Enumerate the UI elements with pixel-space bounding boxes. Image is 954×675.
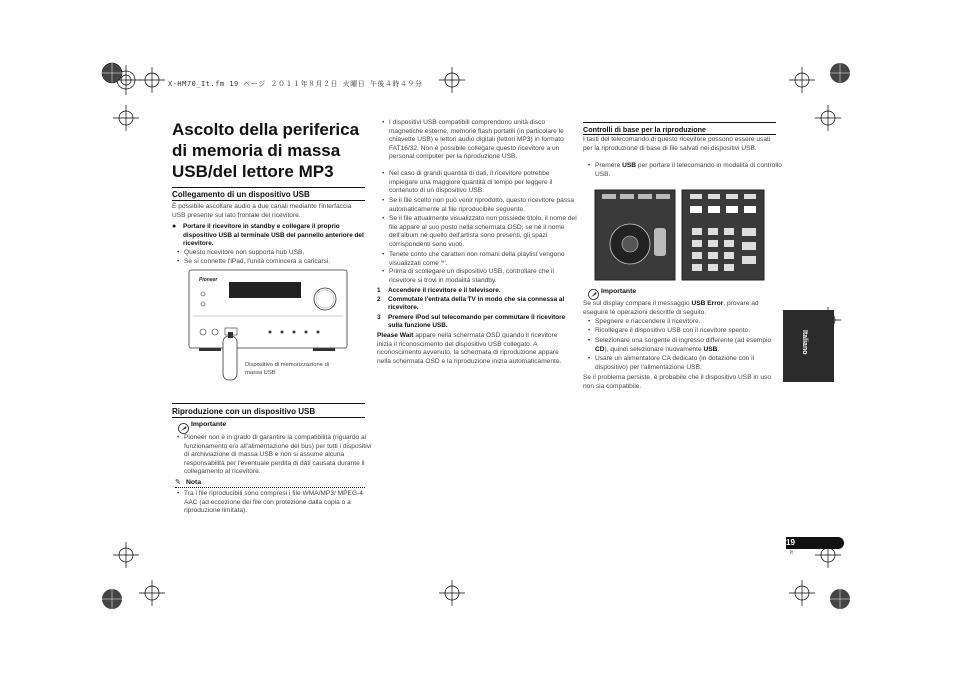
divider: [583, 122, 776, 123]
step-3: 3 Premere iPod sul telecomando per commutare il ricevitore sulla funzione USB.: [377, 314, 566, 330]
list-item: • Usare un alimentatore CA dedicato (in dotazione con il dispositivo) per l'alimentazione USB.: [587, 355, 783, 372]
figure-caption: Dispositivo di memorizzazione di massa USB: [245, 362, 330, 376]
page-title: Ascolto della periferica di memoria di massa USB/del lettore MP3: [172, 120, 360, 181]
divider: [583, 134, 776, 135]
list-item: • Se il file attualmente visualizzato non possiede titolo, il nome del file appare al suo posto nella schermata OSD; se né il nome dell'album né quello dell'artista sono presenti, gli spazi corrispondenti sono vuoti.: [381, 215, 579, 249]
divider: [172, 200, 365, 201]
section1-intro: È possibile ascoltare audio a due canali mediante l'interfaccia USB presente sul lato frontale del ricevitore.: [172, 203, 352, 219]
bullet-icon: ●: [172, 223, 177, 230]
closing-text: Se il problema persiste, è probabile che il dispositivo USB in uso non sia compatibile.: [583, 374, 772, 390]
list-item: • Nel caso di grandi quantità di dati, il ricevitore potrebbe impiegare una maggiore quantità di tempo per leggere il contenuto di un dispositivo USB.: [381, 170, 579, 196]
list-item: • Questo ricevitore non supporta hub USB.: [176, 249, 370, 258]
list-item: • I dispositivi USB compatibili comprendono unità disco magnetiche esterne, memorie flash portatili (in particolare le chiavette USB) e lettori audio digitali (lettori MP3) in formato FAT16/32. Non è possibile collegare questo ricevitore a un personal computer per la riproduzione USB.: [381, 119, 579, 162]
step-2: 2 Commutate l'entrata della TV in modo che sia connessa al ricevitore.: [377, 296, 565, 312]
divider: [175, 487, 365, 488]
section-heading-controls: Controlli di base per la riproduzione: [583, 125, 706, 134]
remote-illustration: [594, 184, 766, 282]
divider: [172, 417, 365, 418]
note-icon: ✎: [175, 479, 181, 486]
list-item: • Prima di scollegare un dispositivo USB, controllare che il ricevitore si trovi in modalità standby.: [381, 268, 579, 285]
list-item: • Se il file scelto non può venir riprodotto, questo ricevitore passa automaticamente al file riproducibile seguente.: [381, 197, 579, 214]
note-label: Nota: [186, 479, 202, 486]
list-item: • Se si connette l'iPad, l'unità comincerà a caricarsi.: [176, 258, 370, 267]
important-label: Importante: [191, 421, 227, 428]
important-label: Importante: [601, 288, 637, 295]
controls-intro: I tasti del telecomando di questo ricevitore possono essere usati per la riproduzione di base di file salvati nei dispositivi USB.: [583, 136, 771, 152]
list-item: • Spegnere e riaccendere il ricevitore.: [587, 318, 783, 327]
section1-step: Portare il ricevitore in standby e collegare il proprio dispositivo USB al terminale USB del pannello anteriore del ricevitore.: [183, 223, 364, 248]
list-item: • Tenete conto che caratteri non romani della playlist vengono visualizzati come '*'.: [381, 251, 579, 268]
language-tab: Italiano: [783, 310, 834, 382]
file-header: X-HM70_It.fm 19 ページ ２０１１年８月２日 火曜日 午後４時４９分: [168, 80, 423, 88]
please-wait-text: Please Wait appare nella schermata OSD quando il ricevitore inizia il riconoscimento del dispositivo USB collegato. A riconoscimento avvenuto, la schermata di riproduzione appare nella schermata OSD e la riproduzione inizia automaticamente.: [377, 332, 562, 365]
divider: [172, 403, 365, 404]
note-text: • Tra i file riproducibili sono compresi i file WMA/MP3/ MPEG-4 AAC (ad eccezione dei file con protezione dalla copia o a riproduzione limitata).: [176, 490, 374, 516]
section-heading-connection: Collegamento di un dispositivo USB: [172, 190, 310, 199]
language-code: It: [790, 550, 793, 556]
important-text: • Pioneer non è in grado di garantire la compatibilità (riguardo al funzionamento e/o all'alimentazione del bus) per tutti i dispositivi di archiviazione di massa USB e non si assume alcuna responsabilità per l'eventuale perdita di dati causata durante il collegamento al ricevitore.: [176, 434, 374, 477]
brand-logo: Pioneer: [199, 277, 218, 283]
divider: [172, 187, 365, 188]
section-heading-playback: Riproduzione con un dispositivo USB: [172, 407, 316, 416]
usb-error-text: Se sul display compare il messaggio USB Error, provare ad eseguire le operazioni descritte di seguito.: [583, 300, 759, 316]
step-1: 1 Accendere il ricevitore e il televisore.: [377, 287, 501, 294]
list-item: • Ricollegare il dispositivo USB con il ricevitore spento.: [587, 327, 783, 336]
list-item: • Premere USB per portare il telecomando in modalità di controllo USB.: [587, 162, 783, 179]
page-number: 19: [786, 537, 844, 549]
list-item: • Selezionare una sorgente di ingresso differente (ad esempio CD), quindi selezionare nuovamente USB.: [587, 337, 783, 354]
